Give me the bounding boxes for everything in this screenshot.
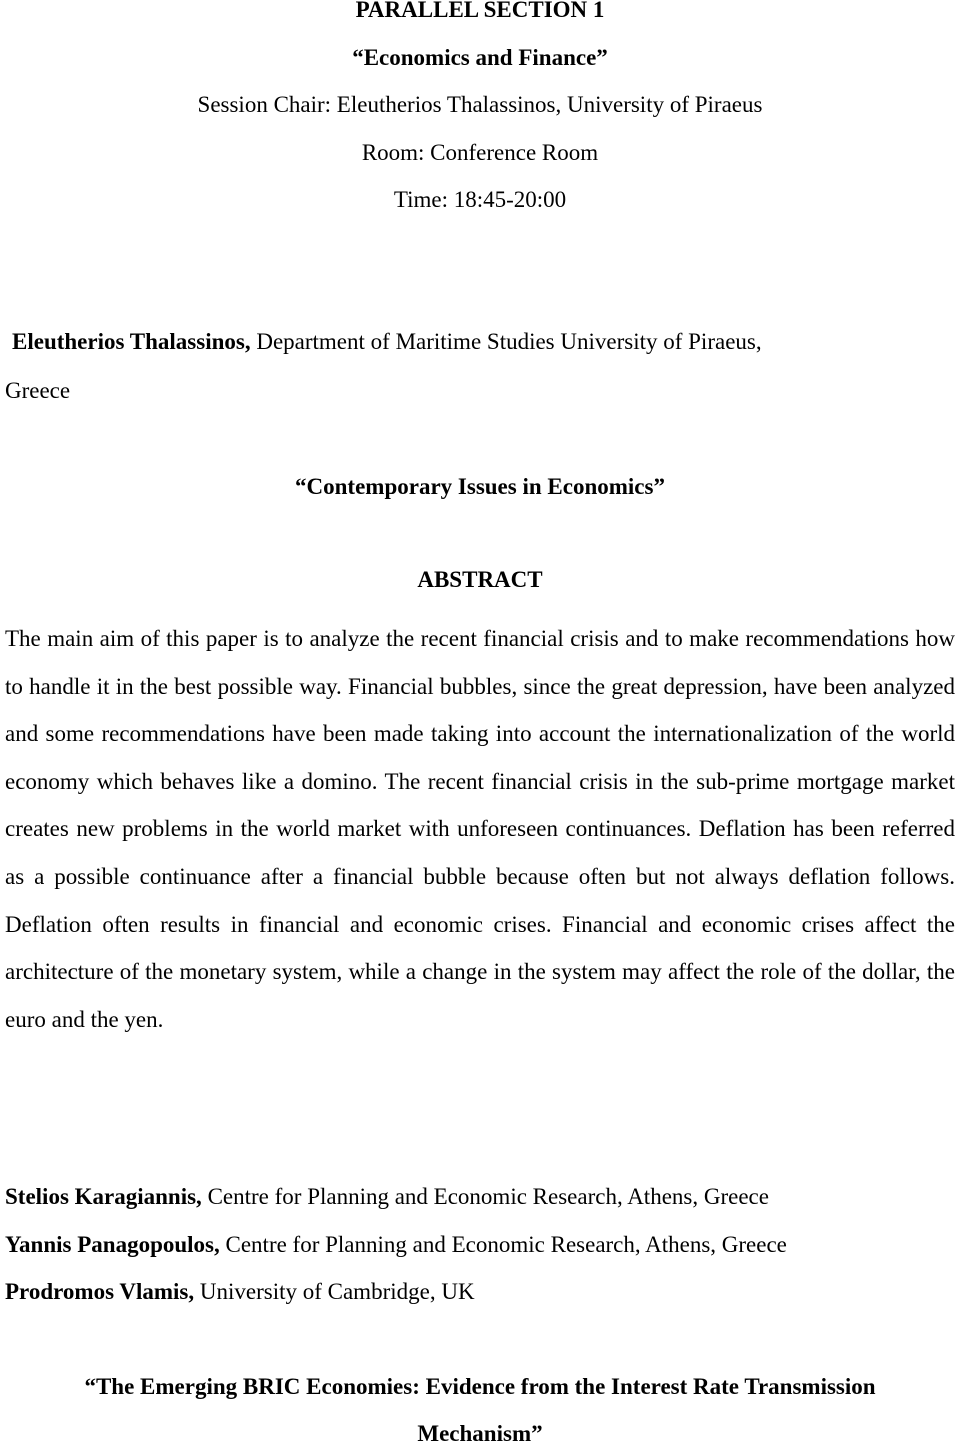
paper1-author-affiliation-cont: Greece — [5, 378, 71, 403]
paper2-title-line1: “The Emerging BRIC Economies: Evidence from the Interest Rate Transmission — [84, 1374, 876, 1399]
session-room: Room: Conference Room — [361, 140, 599, 165]
paper1-author-affiliation: Department of Maritime Studies University of Piraeus, — [250, 329, 762, 354]
paper2-title-line2: Mechanism” — [417, 1421, 543, 1446]
paper2-author-1-affiliation: Centre for Planning and Economic Research, Athens, Greece — [201, 1184, 769, 1209]
section-subject: “Economics and Finance” — [352, 45, 608, 70]
paper1-author-name: Eleutherios Thalassinos, — [12, 329, 251, 354]
paper1-title: “Contemporary Issues in Economics” — [295, 474, 665, 499]
paper2-author-2 — [5, 1233, 787, 1256]
paper2-author-1-name: Stelios Karagiannis, — [5, 1184, 202, 1209]
abstract-text: The main aim of this paper is to analyze the recent financial crisis and to make recommendations how to handle it in the best possible way. Financial bubbles, since the great depression, have been analyzed and some recommendations have been made taking into account the internationalization of the world economy which behaves like a domino. The recent financial crisis in the sub-prime mortgage market creates new problems in the world market with unforeseen continuances. Deflation has been referred as a possible continuance after a financial bubble because often but not always deflation follows. Deflation often results in financial and economic crises. Financial and economic crises affect the architecture of the monetary system, while a change in the system may affect the role of the dollar, the euro and the yen. — [5, 626, 955, 1032]
session-chair: Session Chair: Eleutherios Thalassinos, University of Piraeus — [197, 92, 763, 117]
paper2-author-3 — [5, 1280, 475, 1303]
abstract-heading: ABSTRACT — [417, 567, 543, 592]
paper2-author-2-affiliation: Centre for Planning and Economic Research, Athens, Greece — [219, 1232, 787, 1257]
paper2-author-3-affiliation: University of Cambridge, UK — [194, 1279, 475, 1304]
paper2-author-1 — [5, 1185, 769, 1208]
paper1-author — [12, 330, 762, 353]
session-time: Time: 18:45-20:00 — [393, 187, 567, 212]
paper2-author-3-name: Prodromos Vlamis, — [5, 1279, 195, 1304]
paper2-author-2-name: Yannis Panagopoulos, — [5, 1232, 220, 1257]
section-title: PARALLEL SECTION 1 — [355, 0, 605, 22]
